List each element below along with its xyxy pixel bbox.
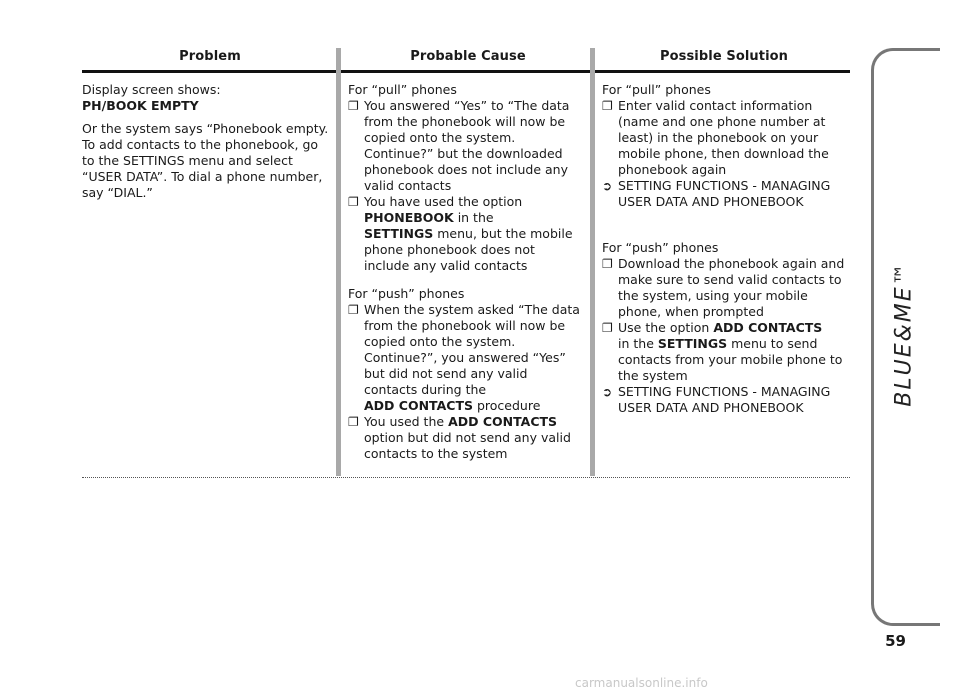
cause-pull-item-2-post: menu, but the mobile phone phonebook does not include any valid contacts xyxy=(364,226,573,273)
solution-push-item-1 xyxy=(602,256,846,320)
header-rule xyxy=(82,70,850,73)
solution-pull-reference xyxy=(602,178,846,210)
checkbox-icon: ❐ xyxy=(602,257,613,271)
table-bottom-rule xyxy=(82,477,850,478)
option-settings: SETTINGS xyxy=(657,336,728,351)
checkbox-icon: ❐ xyxy=(602,321,613,335)
cause-column xyxy=(348,82,584,462)
reference-arrow-icon: ➲ xyxy=(602,385,613,399)
cause-push-item-1-text: When the system asked “The data from the phonebook will now be copied onto the system. Continue?”, you answered “Yes” but did not send any valid contacts during the xyxy=(364,302,580,397)
cause-push-item-1-post: procedure xyxy=(472,398,541,413)
option-add-contacts: ADD CONTACTS xyxy=(364,398,473,413)
cause-pull-item-1 xyxy=(348,98,584,194)
solution-pull-heading: For “pull” phones xyxy=(602,82,711,97)
header-problem: Problem xyxy=(179,49,241,64)
checkbox-icon: ❐ xyxy=(348,195,359,209)
solution-push-reference-text: SETTING FUNCTIONS - MANAGING USER DATA AND PHONEBOOK xyxy=(618,384,831,415)
watermark: carmanualsonline.info xyxy=(575,676,708,690)
cause-pull-item-2-mid: in the xyxy=(453,210,494,225)
problem-column xyxy=(82,82,330,201)
header-probable-cause: Probable Cause xyxy=(410,49,526,64)
solution-spacer xyxy=(602,210,846,240)
checkbox-icon: ❐ xyxy=(348,415,359,429)
checkbox-icon: ❐ xyxy=(348,99,359,113)
blue-and-me-logo: BLUE&ME™ xyxy=(891,261,917,407)
cause-pull-item-2-text: You have used the option xyxy=(364,194,523,209)
option-add-contacts: ADD CONTACTS xyxy=(448,414,558,429)
cause-pull-item-1-text: You answered “Yes” to “The data from the phonebook will now be copied onto the system. Continue?” but the downloaded phonebook does not include any valid contacts xyxy=(364,98,570,193)
cause-push-heading: For “push” phones xyxy=(348,286,465,301)
header-possible-solution: Possible Solution xyxy=(659,49,789,64)
solution-pull-reference-text: SETTING FUNCTIONS - MANAGING USER DATA AND PHONEBOOK xyxy=(618,178,831,209)
reference-arrow-icon: ➲ xyxy=(602,179,613,193)
page-number: 59 xyxy=(885,632,906,650)
option-add-contacts: ADD CONTACTS xyxy=(713,320,823,335)
checkbox-icon: ❐ xyxy=(602,99,613,113)
problem-voice-message: Or the system says “Phonebook empty. To add contacts to the phonebook, go to the SETTINGS menu and select “USER DATA”. To dial a phone number, say “DIAL.” xyxy=(82,121,329,200)
cause-push-item-2 xyxy=(348,414,584,462)
cause-pull-heading: For “pull” phones xyxy=(348,82,457,97)
cause-pull-item-2 xyxy=(348,194,584,274)
solution-push-reference xyxy=(602,384,846,416)
cause-push-item-2-post: option but did not send any valid contacts to the system xyxy=(364,430,571,461)
solution-push-heading: For “push” phones xyxy=(602,240,719,255)
column-separator-1 xyxy=(336,48,341,476)
solution-push-item-1-text: Download the phonebook again and make sure to send valid contacts to the system, using your mobile phone, when prompted xyxy=(618,256,845,319)
solution-column xyxy=(602,82,846,416)
option-settings: SETTINGS xyxy=(364,226,434,241)
solution-push-item-2-post: menu to send contacts from your mobile phone to the system xyxy=(618,336,843,383)
solution-pull-item-1-text: Enter valid contact information (name and one phone number at least) in the phonebook on your mobile phone, then download the phonebook again xyxy=(618,98,829,177)
solution-pull-item-1 xyxy=(602,98,846,178)
option-phonebook: PHONEBOOK xyxy=(364,210,454,225)
column-separator-2 xyxy=(590,48,595,476)
solution-push-item-2-mid: in the xyxy=(618,336,654,351)
checkbox-icon: ❐ xyxy=(348,303,359,317)
problem-display-line: Display screen shows: xyxy=(82,82,221,97)
problem-display-code: PH/BOOK EMPTY xyxy=(82,98,199,113)
cause-push-item-2-pre: You used the xyxy=(364,414,445,429)
cause-push-item-1 xyxy=(348,302,584,414)
solution-push-item-2 xyxy=(602,320,846,384)
solution-push-item-2-pre: Use the option xyxy=(618,320,710,335)
